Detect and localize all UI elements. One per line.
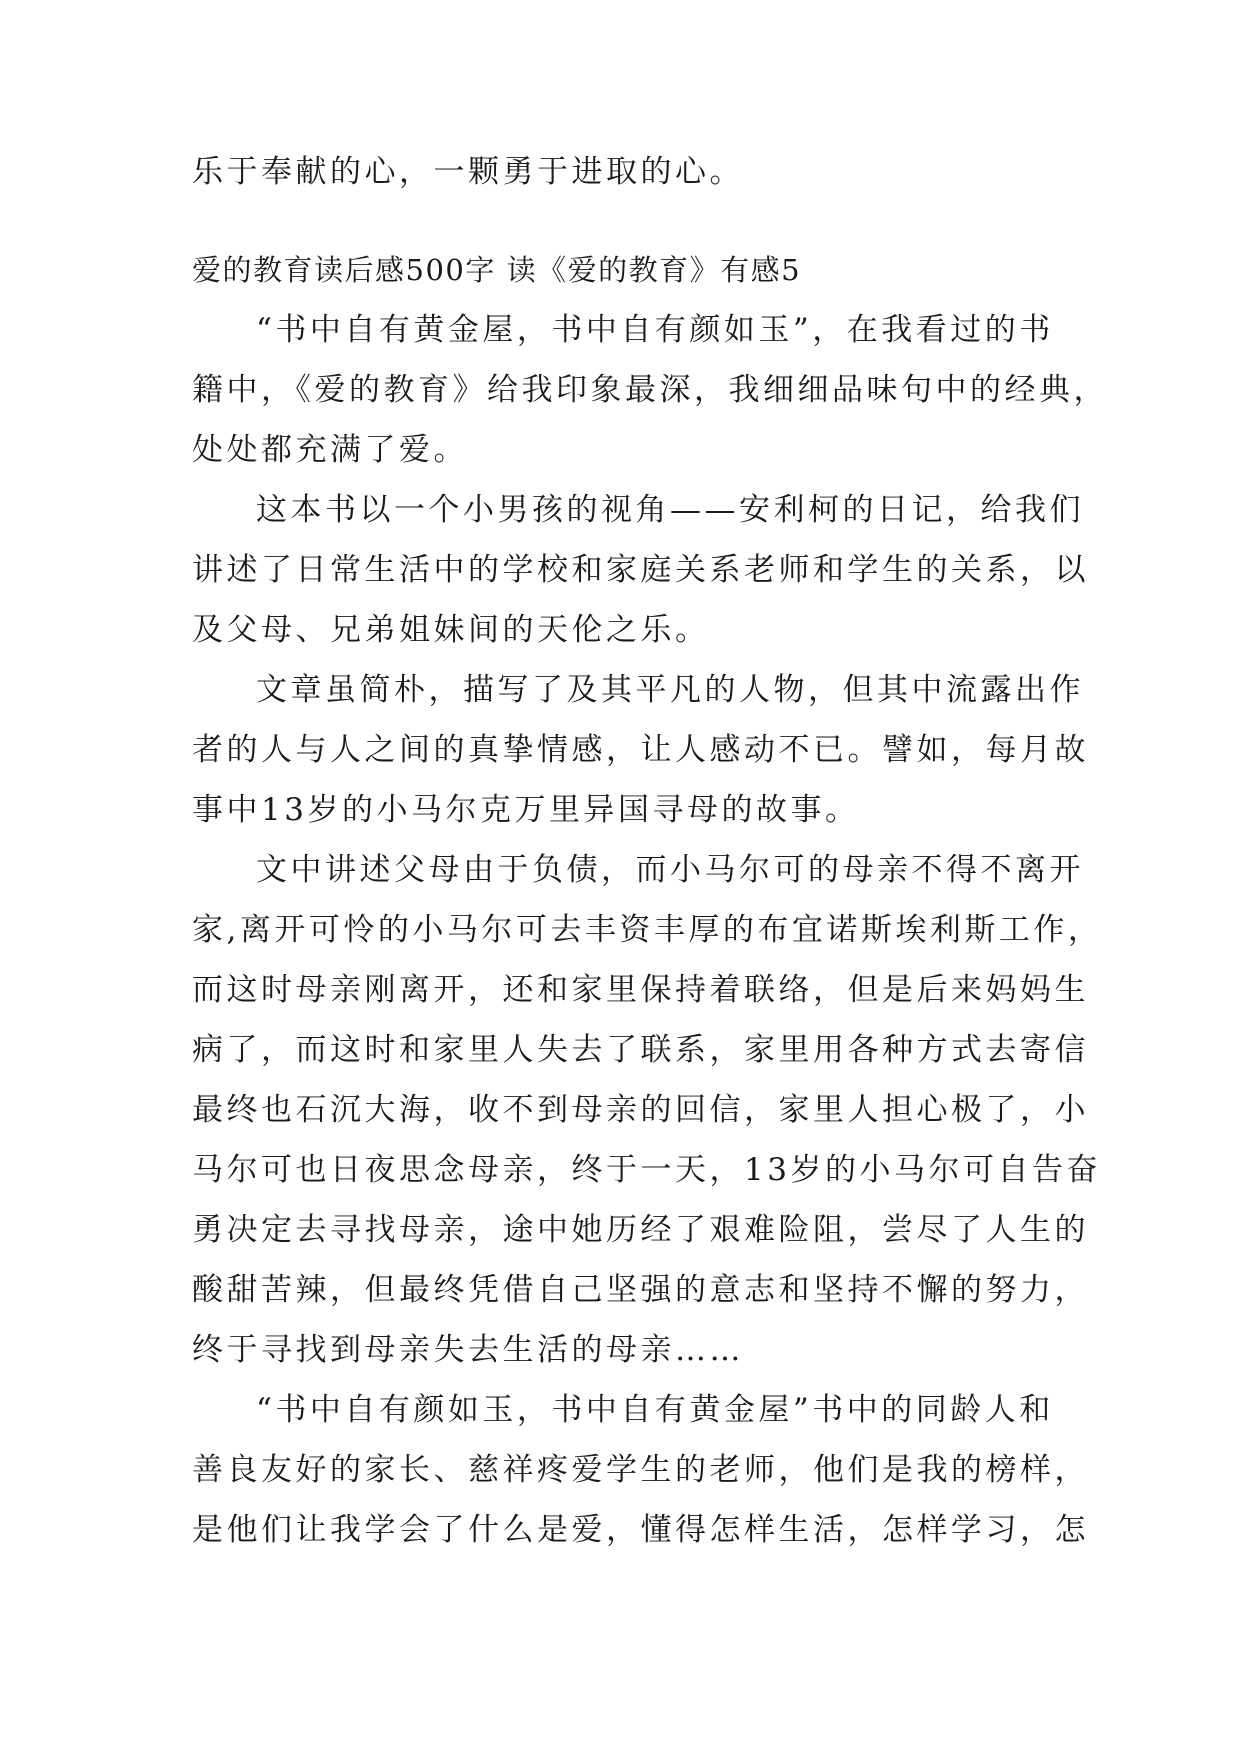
text-line: 这本书以一个小男孩的视角——安利柯的日记，给我们 [256, 492, 1084, 528]
text-line: 讲述了日常生活中的学校和家庭关系老师和学生的关系，以 [192, 552, 1089, 588]
text-line: “书中自有颜如玉，书中自有黄金屋”书中的同龄人和 [256, 1392, 1054, 1428]
text-line: 勇决定去寻找母亲，途中她历经了艰难险阻，尝尽了人生的 [192, 1212, 1089, 1248]
text-line: 马尔可也日夜思念母亲，终于一天，13岁的小马尔可自告奋 [192, 1152, 1101, 1188]
text-line: 乐于奉献的心，一颗勇于进取的心。 [192, 154, 744, 190]
text-line: 文中讲述父母由于负债，而小马尔可的母亲不得不离开 [256, 852, 1084, 888]
text-line: 籍中，《爱的教育》给我印象最深，我细细品味句中的经典， [192, 372, 1108, 408]
text-line: 处处都充满了爱。 [192, 432, 468, 468]
text-line: 事中13岁的小马尔克万里异国寻母的故事。 [192, 792, 860, 828]
text-line: “书中自有黄金屋，书中自有颜如玉”，在我看过的书 [256, 312, 1054, 348]
text-line: 终于寻找到母亲失去生活的母亲…… [192, 1332, 744, 1368]
section-title: 爱的教育读后感500字 读《爱的教育》有感5 [192, 253, 802, 287]
paragraph-2 [192, 480, 1089, 660]
text-line: 而这时母亲刚离开，还和家里保持着联络，但是后来妈妈生 [192, 972, 1089, 1008]
paragraph-1 [192, 300, 1108, 480]
lead-paragraph [192, 142, 1052, 202]
text-line: 家,离开可怜的小马尔可去丰资丰厚的布宜诺斯埃利斯工作， [192, 912, 1103, 948]
paragraph-4 [192, 840, 1103, 1380]
text-line: 及父母、兄弟姐妹间的天伦之乐。 [192, 612, 710, 648]
text-line: 文章虽简朴，描写了及其平凡的人物，但其中流露出作 [256, 672, 1084, 708]
text-line: 病了，而这时和家里人失去了联系，家里用各种方式去寄信 [192, 1032, 1089, 1068]
text-line: 酸甜苦辣，但最终凭借自己坚强的意志和坚持不懈的努力， [192, 1272, 1089, 1308]
text-line: 善良友好的家长、慈祥疼爱学生的老师，他们是我的榜样， [192, 1452, 1089, 1488]
text-line: 是他们让我学会了什么是爱，懂得怎样生活，怎样学习，怎 [192, 1512, 1089, 1548]
text-line: 最终也石沉大海，收不到母亲的回信，家里人担心极了，小 [192, 1092, 1089, 1128]
paragraph-5 [192, 1380, 1089, 1560]
paragraph-3 [192, 660, 1089, 840]
text-line: 者的人与人之间的真挚情感，让人感动不已。譬如，每月故 [192, 732, 1089, 768]
